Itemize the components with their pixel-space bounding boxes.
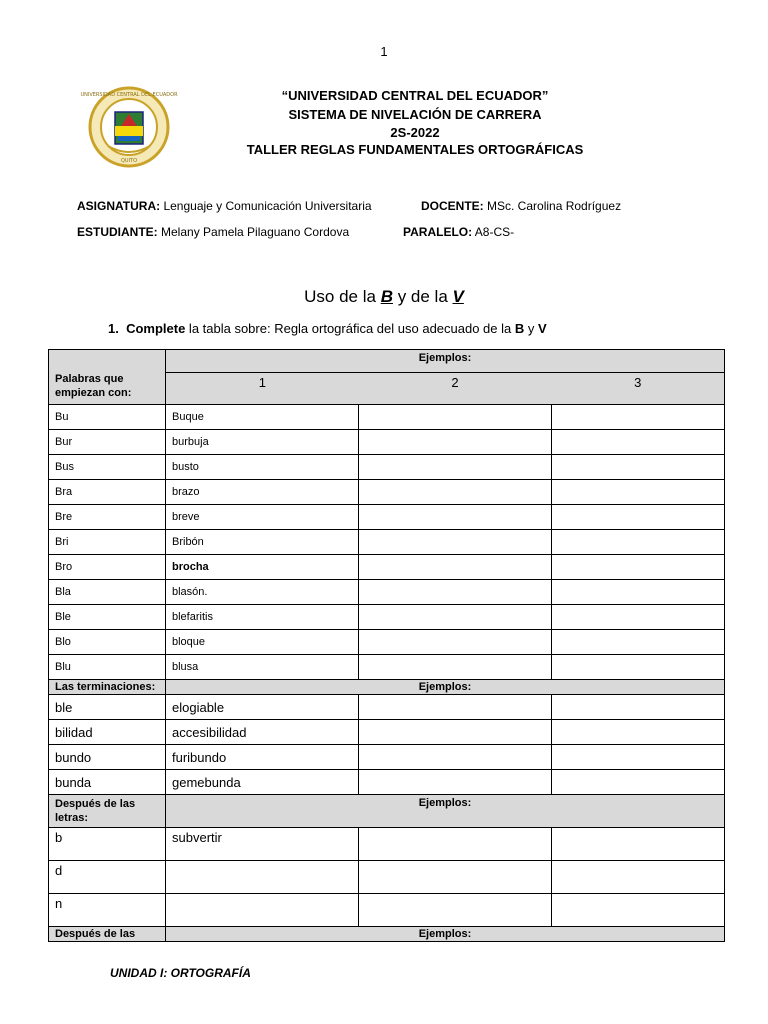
answer-cell[interactable]	[359, 480, 552, 505]
table-row	[49, 455, 725, 480]
answer-cell[interactable]	[359, 861, 552, 894]
section-title: Uso de la B y de la V	[304, 287, 464, 306]
example-cell[interactable]: furibundo	[166, 745, 359, 770]
prefix-cell: Bu	[49, 405, 166, 430]
instruction: 1. Complete la tabla sobre: Regla ortográfica del uso adecuado de la B y V	[108, 321, 547, 336]
answer-cell[interactable]	[359, 505, 552, 530]
answer-cell[interactable]	[552, 405, 725, 430]
answer-cell[interactable]	[359, 828, 552, 861]
answer-cell[interactable]	[359, 555, 552, 580]
after-letters-header-row	[49, 795, 725, 828]
prefix-cell: Bus	[49, 455, 166, 480]
answer-cell[interactable]	[552, 630, 725, 655]
table-row	[49, 695, 725, 720]
column-header-prefixes: Palabras que empiezan con:	[49, 350, 166, 405]
table-row	[49, 861, 725, 894]
answer-cell[interactable]	[552, 770, 725, 795]
table-row	[49, 555, 725, 580]
example-cell[interactable]: breve	[166, 505, 359, 530]
answer-cell[interactable]	[552, 720, 725, 745]
prefix-cell: bunda	[49, 770, 166, 795]
table-row	[49, 828, 725, 861]
answer-cell[interactable]	[359, 655, 552, 680]
column-2-label: 2	[451, 375, 459, 390]
docente-field: DOCENTE: MSc. Carolina Rodríguez	[421, 199, 622, 213]
table-row	[49, 745, 725, 770]
header-system: SISTEMA DE NIVELACIÓN DE CARRERA	[288, 107, 542, 122]
answer-cell[interactable]	[359, 405, 552, 430]
after-letters-header: Después de las letras:	[49, 795, 166, 828]
estudiante-field: ESTUDIANTE: Melany Pamela Pilaguano Cordova	[77, 225, 350, 239]
answer-cell[interactable]	[359, 455, 552, 480]
page-number: 1	[380, 44, 388, 59]
prefix-cell: Bri	[49, 530, 166, 555]
prefix-cell: Ble	[49, 605, 166, 630]
column-3-label: 3	[634, 375, 642, 390]
header-workshop: TALLER REGLAS FUNDAMENTALES ORTOGRÁFICAS	[246, 142, 584, 157]
examples-header: Ejemplos:	[166, 680, 725, 695]
prefix-cell: n	[49, 894, 166, 927]
example-cell[interactable]: elogiable	[166, 695, 359, 720]
prefix-cell: bundo	[49, 745, 166, 770]
answer-cell[interactable]	[552, 505, 725, 530]
example-cell[interactable]: brocha	[166, 555, 359, 580]
table-row	[49, 580, 725, 605]
answer-cell[interactable]	[359, 630, 552, 655]
examples-header: Ejemplos:	[166, 927, 725, 942]
example-cell[interactable]: gemebunda	[166, 770, 359, 795]
answer-cell[interactable]	[552, 480, 725, 505]
table-row	[49, 605, 725, 630]
answer-cell[interactable]	[359, 605, 552, 630]
answer-cell[interactable]	[359, 770, 552, 795]
paralelo-field: PARALELO: A8-CS-	[403, 225, 515, 239]
example-cell[interactable]: blasón.	[166, 580, 359, 605]
answer-cell[interactable]	[552, 430, 725, 455]
prefix-cell: Bla	[49, 580, 166, 605]
table-row	[49, 770, 725, 795]
example-cell[interactable]: burbuja	[166, 430, 359, 455]
header-term: 2S-2022	[390, 125, 440, 140]
example-cell[interactable]: Bribón	[166, 530, 359, 555]
example-cell[interactable]	[166, 894, 359, 927]
asignatura-field: ASIGNATURA: Lenguaje y Comunicación Universitaria	[77, 199, 372, 213]
examples-header: Ejemplos:	[166, 795, 725, 828]
table-row	[49, 405, 725, 430]
example-cell[interactable]: bloque	[166, 630, 359, 655]
header-university: “UNIVERSIDAD CENTRAL DEL ECUADOR”	[281, 88, 549, 103]
prefix-cell: d	[49, 861, 166, 894]
example-cell[interactable]: blusa	[166, 655, 359, 680]
answer-cell[interactable]	[359, 530, 552, 555]
example-cell[interactable]: busto	[166, 455, 359, 480]
answer-cell[interactable]	[552, 580, 725, 605]
prefix-cell: Bre	[49, 505, 166, 530]
example-cell[interactable]: brazo	[166, 480, 359, 505]
prefix-cell: bilidad	[49, 720, 166, 745]
prefix-cell: Bur	[49, 430, 166, 455]
table-row	[49, 530, 725, 555]
after-letters-header: Después de las	[49, 927, 166, 942]
answer-cell[interactable]	[552, 745, 725, 770]
column-1-label: 1	[258, 375, 266, 390]
table-row	[49, 720, 725, 745]
answer-cell[interactable]	[359, 695, 552, 720]
svg-text:UNIVERSIDAD CENTRAL DEL ECUADO: UNIVERSIDAD CENTRAL DEL ECUADOR	[80, 92, 178, 98]
table-row	[49, 480, 725, 505]
prefix-cell: Bra	[49, 480, 166, 505]
answer-cell[interactable]	[359, 720, 552, 745]
after-letters-header-row-2	[49, 927, 725, 942]
terminations-header: Las terminaciones:	[49, 680, 166, 695]
examples-header: Ejemplos: 1 2 3	[166, 350, 725, 405]
table-row	[49, 430, 725, 455]
answer-cell[interactable]	[552, 828, 725, 861]
answer-cell[interactable]	[552, 695, 725, 720]
answer-cell[interactable]	[359, 580, 552, 605]
table-row	[49, 894, 725, 927]
prefix-cell: ble	[49, 695, 166, 720]
answer-cell[interactable]	[359, 894, 552, 927]
answer-cell[interactable]	[359, 745, 552, 770]
svg-text:QUITO: QUITO	[120, 158, 138, 164]
table-header-row	[49, 350, 725, 405]
prefix-cell: Bro	[49, 555, 166, 580]
example-cell[interactable]	[166, 861, 359, 894]
answer-cell[interactable]	[552, 455, 725, 480]
footer-unit: UNIDAD I: ORTOGRAFÍA	[110, 966, 251, 980]
table-row	[49, 655, 725, 680]
orthography-table	[48, 349, 725, 942]
table-row	[49, 630, 725, 655]
prefix-cell: Blo	[49, 630, 166, 655]
example-cell[interactable]: accesibilidad	[166, 720, 359, 745]
terminations-header-row	[49, 680, 725, 695]
university-seal-icon	[80, 86, 178, 168]
answer-cell[interactable]	[552, 555, 725, 580]
example-cell[interactable]: blefaritis	[166, 605, 359, 630]
answer-cell[interactable]	[552, 605, 725, 630]
answer-cell[interactable]	[552, 894, 725, 927]
prefix-cell: b	[49, 828, 166, 861]
table-row	[49, 505, 725, 530]
example-cell[interactable]: subvertir	[166, 828, 359, 861]
answer-cell[interactable]	[359, 430, 552, 455]
prefix-cell: Blu	[49, 655, 166, 680]
example-cell[interactable]: Buque	[166, 405, 359, 430]
answer-cell[interactable]	[552, 530, 725, 555]
answer-cell[interactable]	[552, 655, 725, 680]
answer-cell[interactable]	[552, 861, 725, 894]
